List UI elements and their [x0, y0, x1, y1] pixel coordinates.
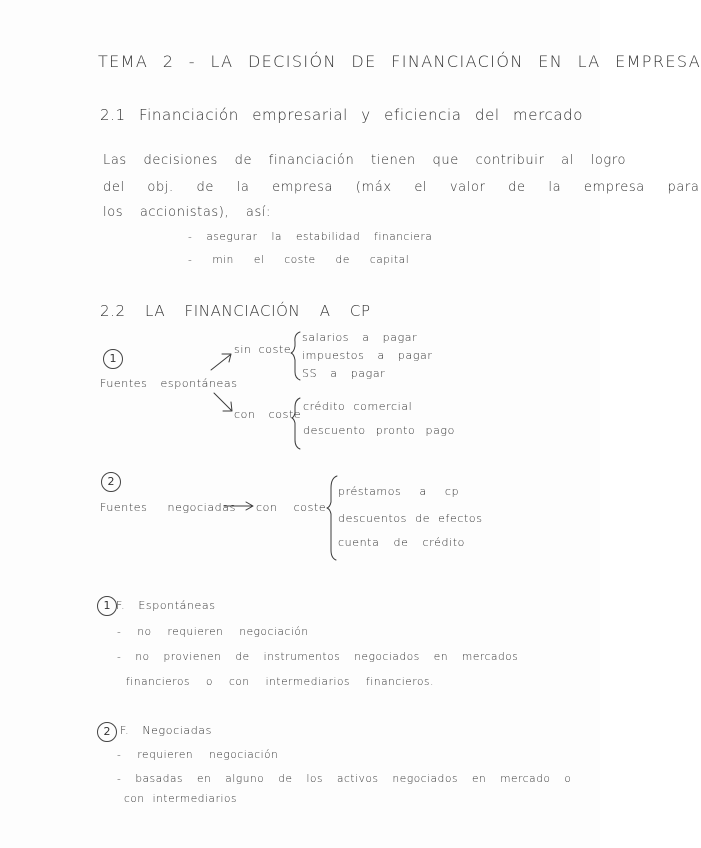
notes-espontaneas-bullet-1: - no requieren negociación [117, 626, 309, 638]
con-coste-item-descuento: descuento pronto pago [303, 424, 455, 437]
circled-number-1: 1 [103, 349, 123, 369]
bullet-coste-capital: - min el coste de capital [188, 254, 410, 266]
arrow-to-sin-coste-head [222, 354, 231, 362]
paragraph-line-3: los accionistas), así: [103, 205, 272, 220]
arrow-to-con-coste-head [223, 402, 232, 411]
negociadas-item-descuentos: descuentos de efectos [338, 512, 483, 525]
sin-coste-item-ss: SS a pagar [302, 367, 386, 380]
bullet-estabilidad: - asegurar la estabilidad financiera [188, 231, 433, 243]
brace-negociadas [327, 476, 337, 560]
sin-coste-item-impuestos: impuestos a pagar [302, 349, 433, 362]
sin-coste-item-salarios: salarios a pagar [302, 331, 418, 344]
circled-number-1-notes: 1 [97, 596, 117, 616]
arrow-to-sin-coste [211, 355, 230, 370]
con-coste-item-credito: crédito comercial [303, 400, 413, 413]
notes-negociadas-bullet-2-cont: con intermediarios [124, 793, 238, 805]
con-coste-label: con coste [234, 408, 302, 421]
notes-espontaneas-bullet-2-cont: financieros o con intermediarios financieros. [126, 676, 435, 688]
brace-sin-coste [291, 332, 300, 380]
negociadas-item-prestamos: préstamos a cp [338, 485, 460, 498]
fuentes-espontaneas-label: Fuentes espontáneas [100, 377, 238, 390]
notes-negociadas-title: F. Negociadas [120, 724, 212, 737]
circled-number-2-notes: 2 [97, 722, 117, 742]
notes-negociadas-bullet-2: - basadas en alguno de los activos negociados en mercado o [117, 773, 572, 785]
con-coste-2-label: con coste [256, 501, 327, 514]
section-heading-2-1: 2.1 Financiación empresarial y eficiencia del mercado [100, 106, 584, 124]
sin-coste-label: sin coste [234, 343, 292, 356]
paragraph-line-2: del obj. de la empresa (máx el valor de la empresa para [103, 180, 700, 195]
brace-con-coste [292, 398, 300, 449]
notes-espontaneas-bullet-2: - no provienen de instrumentos negociados en mercados [117, 651, 519, 663]
notes-negociadas-bullet-1: - requieren negociación [117, 749, 279, 761]
fuentes-negociadas-label: Fuentes negociadas [100, 501, 236, 514]
page-title: TEMA 2 - LA DECISIÓN DE FINANCIACIÓN EN LA EMPRESA [98, 52, 701, 71]
circled-number-2: 2 [101, 472, 121, 492]
arrow-negociadas-head [246, 502, 253, 510]
section-heading-2-2: 2.2 LA FINANCIACIÓN A CP [100, 302, 371, 320]
negociadas-item-cuenta: cuenta de crédito [338, 536, 465, 549]
paragraph-line-1: Las decisiones de financiación tienen que contribuir al logro [103, 153, 627, 168]
arrow-to-con-coste [214, 393, 231, 410]
notes-espontaneas-title: F. Espontáneas [116, 599, 216, 612]
